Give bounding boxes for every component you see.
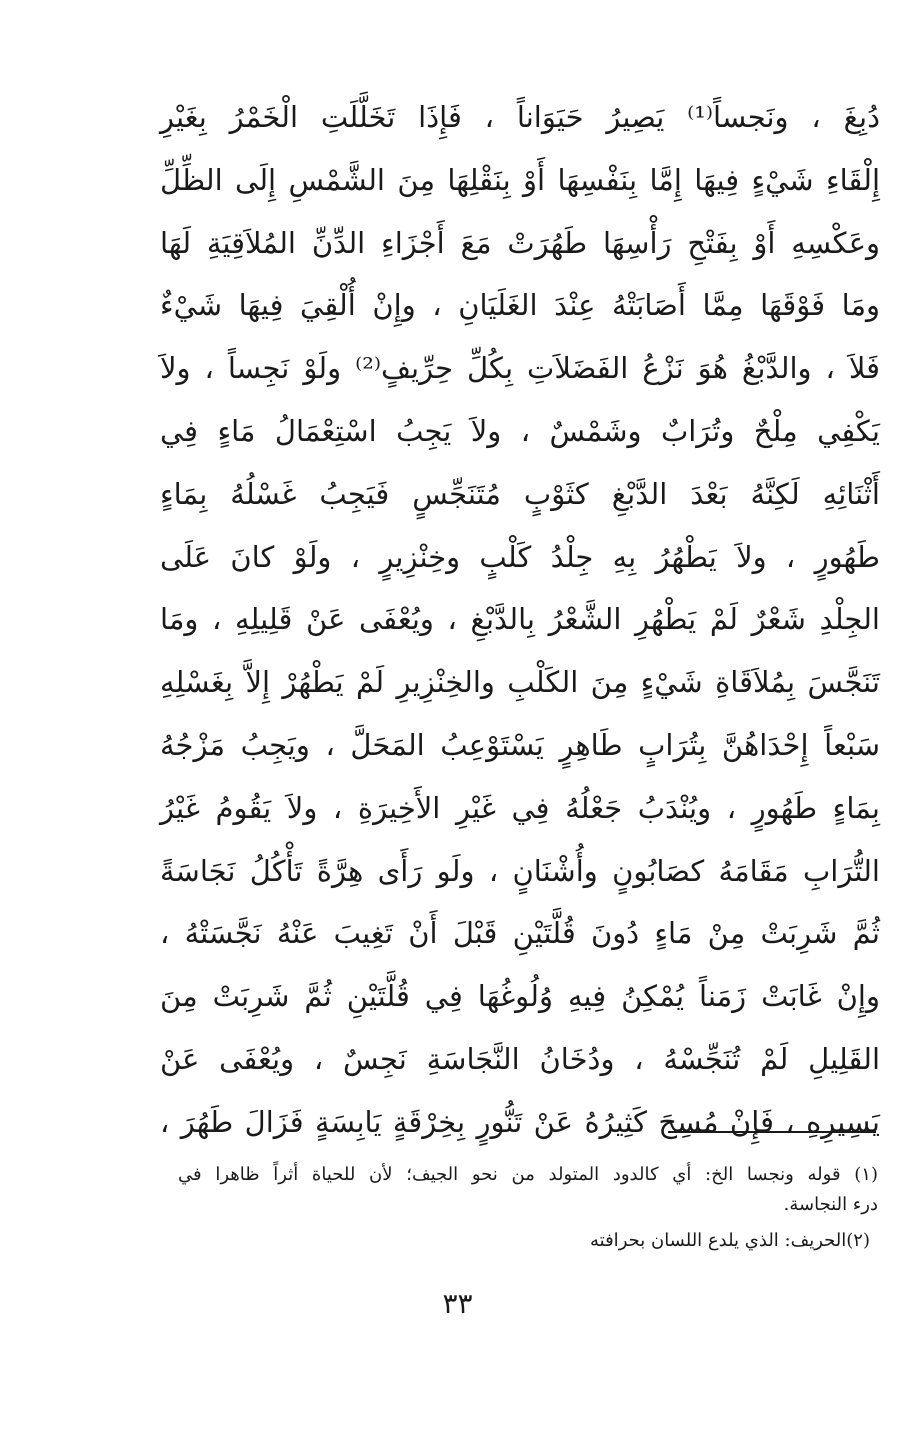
footnote-2: (٢)الحريف: الذي يلدع اللسان بحرافته (590, 1230, 870, 1251)
text-line-2: إِلْقَاءِ شَيْءٍ فِيهَا إِمَّا بِنَفْسِهَا أَوْ بِنَقْلِهَا مِنَ الشَّمْسِ إِلَى الظِّلِّ (160, 162, 880, 197)
footnote-1-line-1: (١) قوله ونجسا الخ: أي كالدود المتولد من نحو الجيف؛ لأن للحياة أثراً ظاهرا في (178, 1164, 878, 1185)
text-line-16: القَلِيلِ لَمْ تُنَجِّسْهُ ، ودُخَانُ النَّجَاسَةِ نَجِسٌ ، ويُعْفَى عَنْ (160, 1041, 880, 1076)
text-line-1: دُبِغَ ، ونَجساً⁽¹⁾ يَصِيرُ حَيَوَاناً ، فَإِذَا تَخَلَّلَتِ الْخَمْرُ بِغَيْرِ (160, 100, 881, 134)
main-text-block (160, 86, 880, 1154)
text-line-6: يَكْفِي مِلْحٌ وتُرَابٌ وشَمْسٌ ، ولاَ يَجِبُ اسْتِعْمَالُ مَاءٍ فِي (160, 413, 880, 448)
text-line-13: التُّرَابِ مَقَامَهُ كصَابُونٍ وأُشْنَانٍ ، ولَو رَأَى هِرَّةً تَأْكُلُ نَجَاسَةً (160, 853, 880, 888)
text-line-8: طَهُورٍ ، ولاَ يَطْهُرُ بِهِ جِلْدُ كَلْبٍ وخِنْزِيرٍ ، ولَوْ كانَ عَلَى (160, 539, 880, 574)
footnotes-block (178, 1160, 878, 1256)
footnote-separator (668, 1131, 876, 1133)
text-line-5: فَلاَ ، والدَّبْغُ هُوَ نَزْعُ الفَضَلاَتِ بِكُلِّ حِرِّيفٍ⁽²⁾ ولَوْ نَجِساً ، ولاَ (160, 351, 881, 386)
text-line-11: سَبْعاً إِحْدَاهُنَّ بِتُرَابٍ طَاهِرٍ يَسْتَوْعِبُ المَحَلَّ ، ويَجِبُ مَزْجُهُ (160, 727, 880, 762)
page-number: ٣٣ (442, 1287, 473, 1320)
text-line-4: ومَا فَوْقَهَا مِمَّا أَصَابَتْهُ عِنْدَ الغَلَيَانِ ، وإِنْ أُلْقِيَ فِيهَا شَيْءٌ (160, 288, 880, 323)
footnote-1-line-2: درء النجاسة. (783, 1194, 878, 1215)
text-line-14: ثُمَّ شَرِبَتْ مِنْ مَاءٍ دُونَ قُلَّتَيْنِ قَبْلَ أَنْ تَغِيبَ عَنْهُ نَجَّسَتْهُ ، (160, 916, 880, 951)
text-line-15: وإِنْ غَابَتْ زَمَناً يُمْكِنُ فِيهِ وُلُوغُهَا فِي قُلَّتَيْنِ ثُمَّ شَرِبَتْ مِنَ (160, 979, 880, 1014)
text-line-3: وعَكْسِهِ أَوْ بِفَتْحِ رَأْسِهَا طَهُرَتْ مَعَ أَجْزَاءِ الدِّنِّ المُلاَقِيَةِ لَهَا (160, 225, 880, 260)
text-line-9: الجِلْدِ شَعْرٌ لَمْ يَطْهُرِ الشَّعْرُ بِالدَّبْغِ ، ويُعْفَى عَنْ قَلِيلِهِ ، ومَا (160, 602, 880, 637)
text-line-17: يَسِيرِهِ ، فَإِنْ مُسِحَ كَثِيرُهُ عَنْ تَنُّورٍ بِخِرْقَةٍ يَابِسَةٍ فَزَالَ طَهُرَ ، (160, 1104, 880, 1139)
text-line-12: بِمَاءٍ طَهُورٍ ، ويُنْدَبُ جَعْلُهُ فِي غَيْرِ الأَخِيرَةِ ، ولاَ يَقُومُ غَيْرُ (160, 790, 880, 825)
text-line-10: تَنَجَّسَ بِمُلاَقَاةِ شَيْءٍ مِنَ الكَلْبِ والخِنْزِيرِ لَمْ يَطْهُرْ إِلاَّ بِغَسْلِهِ (160, 665, 880, 700)
text-line-7: أَثْنَائِهِ لَكِنَّهُ بَعْدَ الدَّبْغِ كثَوْبٍ مُتَنَجِّسٍ فَيَجِبُ غَسْلُهُ بِمَاءٍ (160, 476, 880, 511)
